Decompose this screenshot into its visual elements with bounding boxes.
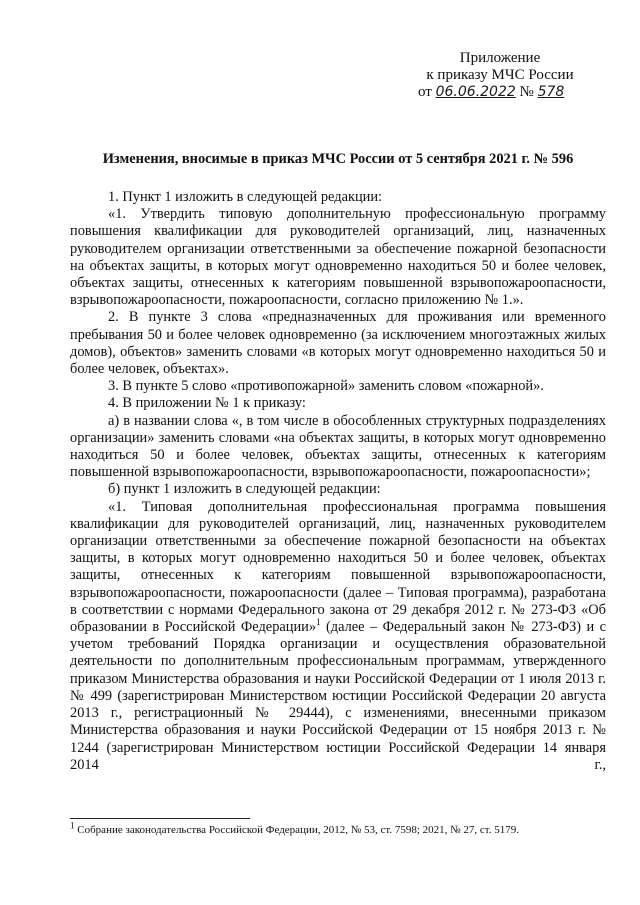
footnote-text: Собрание законодательства Российской Федерации, 2012, № 53, ст. 7598; 2021, № 27, ст. 5179. — [77, 824, 519, 836]
paragraph-1: 1. Пункт 1 изложить в следующей редакции: — [108, 189, 383, 205]
footnote-mark: 1 — [70, 820, 75, 831]
paragraph-4a: а) в названии слова «, в том числе в обособленных структурных подразделениях организации» заменить словами «на объектах защиты, в которых могут одновременно находиться 50 и более человек, объектах защиты, отнесенных к категориям повышенной взрывопожароопасности, взрывопожароопасности, пожароопасности»; — [70, 412, 606, 481]
paragraph-4b-text — [70, 499, 606, 774]
paragraph-4b: б) пункт 1 изложить в следующей редакции: — [108, 481, 381, 498]
order-number-prefix: № — [519, 84, 534, 100]
order-date-prefix: от — [418, 84, 432, 100]
document-body — [70, 189, 606, 774]
paragraph-3: 3. В пункте 5 слово «противопожарной» заменить словом «пожарной». — [108, 378, 544, 395]
appendix-header — [400, 50, 600, 101]
order-date-line — [400, 84, 600, 101]
footnote-reference: 1 — [316, 617, 321, 628]
order-number: 578 — [537, 84, 565, 100]
footnote — [70, 820, 606, 837]
appendix-label: Приложение — [459, 50, 541, 66]
document-title: Изменения, вносимые в приказ МЧС России от 5 сентября 2021 г. № 596 — [102, 151, 574, 167]
paragraph-4b-text-part2: (далее – Федеральный закон № 273-ФЗ) и с учетом требований Порядка организации и осуществления образовательной деятельности по дополнительным профессиональным программам, утвержденного приказом Министерства образования и науки Российской Федерации от 1 июля 2013 г. № 499 (зарегистрирован Министерством юстиции Российской Федерации 20 августа 2013 г., регистрационный № 29444), с изменениями, внесенными приказом Министерства образования и науки Российской Федерации от 15 ноября 2013 г. № 1244 (зарегистрирован Министерством юстиции Российской Федерации 14 января 2014 г., — [70, 619, 606, 773]
footnote-divider — [70, 818, 250, 819]
paragraph-4b-text-part1: «1. Типовая дополнительная профессиональная программа повышения квалификации для руководителей организаций, лиц, назначенных руководителем организации ответственными за обеспечение пожарной безопасности на объектах защиты, в которых могут одновременно находиться 50 и более человек, объектах защиты, отнесенных к категориям повышенной взрывопожароопасности, взрывопожароопасности, пожароопасности (далее – Типовая программа), разработана в соответствии с нормами Федерального закона от 29 декабря 2012 г. № 273-ФЗ «Об образовании в Российской Федерации» — [70, 498, 606, 636]
paragraph-4: 4. В приложении № 1 к приказу: — [108, 395, 306, 412]
paragraph-1-text: «1. Утвердить типовую дополнительную профессиональную программу повышения квалификации для руководителей организаций, лиц, назначенных руководителем организации ответственными за обеспечение пожарной безопасности на объектах защиты, в которых могут одновременно находиться 50 и более человек, объектах защиты, отнесенных к категориям повышенной взрывопожароопасности, взрывопожароопасности, пожароопасности, согласно приложению № 1.». — [70, 206, 606, 309]
order-reference: к приказу МЧС России — [426, 67, 574, 83]
order-date: 06.06.2022 — [435, 84, 516, 100]
paragraph-2: 2. В пункте 3 слова «предназначенных для проживания или временного пребывания 50 и более человек одновременно (за исключением многоэтажных жилых домов), объектов» заменить словами «в которых могут одновременно находиться 50 и более человек, объектах». — [70, 309, 606, 378]
